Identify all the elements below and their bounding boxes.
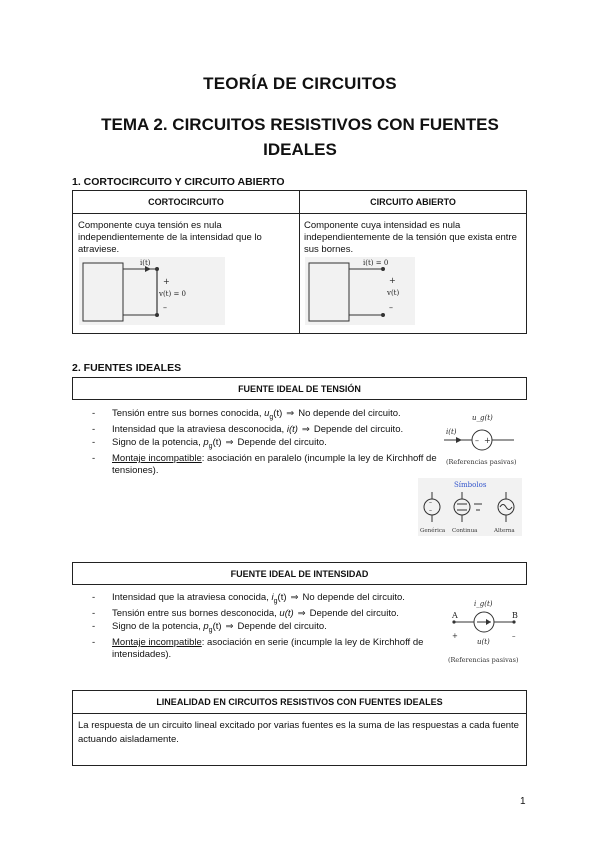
current-source-header: FUENTE IDEAL DE INTENSIDAD [230, 569, 369, 579]
current-bullet-2: - Tensión entre sus bornes desconocida, u(t) ⇒ Depende del circuito. [92, 608, 437, 620]
current-caption: (Referencias pasivas) [448, 656, 519, 664]
open-circuit-text: Componente cuya intensidad es nula independientemente de la tensión que exista entre sus bornes. [304, 220, 517, 255]
open-circuit-diagram [305, 257, 415, 325]
current-bullet-4: - Montaje incompatible: asociación en serie (incumple la ley de Kirchhoff de intensidades). [92, 637, 437, 660]
current-voltage-label: u(t) [477, 638, 490, 646]
linearity-header-rule [73, 713, 526, 714]
page-number: 1 [520, 796, 526, 807]
section2-heading: 2. FUENTES IDEALES [72, 362, 182, 374]
short-voltage-label: v(t) = 0 [159, 290, 186, 298]
voltage-symbols-panel [418, 478, 522, 536]
symbol-generic-label: Genérica [420, 528, 446, 534]
linearity-text: La respuesta de un circuito lineal excitado por varias fuentes es la suma de las respuestas a cada fuente actuando aisladamente. [78, 720, 519, 745]
current-bullet-1: - Intensidad que la atraviesa conocida, $i_g(t)$ ⇒ No depende del circuito. [92, 592, 437, 607]
voltage-source-header-box [72, 377, 527, 400]
svg-text:–: – [475, 436, 479, 445]
short-open-table [72, 190, 527, 334]
voltage-current-label: i(t) [446, 428, 457, 436]
linearity-header: LINEALIDAD EN CIRCUITOS RESISTIVOS CON FUENTES IDEALES [156, 697, 443, 707]
svg-text:+: + [484, 436, 491, 445]
open-plus: + [389, 276, 396, 285]
symbol-ac-label: Alterna [494, 528, 515, 534]
symbol-dc-label: Continua [452, 528, 478, 534]
voltage-caption: (Referencias pasivas) [446, 458, 517, 466]
open-current-label: i(t) = 0 [363, 259, 389, 267]
short-current-label: i(t) [140, 259, 151, 267]
document-title: TEORÍA DE CIRCUITOS [203, 74, 397, 93]
node-a-label: A [452, 611, 458, 620]
current-minus: – [512, 632, 516, 640]
table-header-rule [73, 213, 526, 214]
open-circuit-header: CIRCUITO ABIERTO [370, 197, 456, 207]
section1-heading: 1. CORTOCIRCUITO Y CIRCUITO ABIERTO [72, 176, 285, 188]
current-bullet-3: - Signo de la potencia, $p_g(t)$ ⇒ Depende del circuito. [92, 621, 437, 636]
voltage-bullet-3: - Signo de la potencia, $p_g(t)$ ⇒ Depende del circuito. [92, 437, 437, 452]
short-circuit-header: CORTOCIRCUITO [148, 197, 224, 207]
linearity-box [72, 690, 527, 766]
current-top-label: i_g(t) [474, 600, 493, 608]
node-b-label: B [512, 611, 518, 620]
svg-text:–: – [429, 507, 432, 514]
short-circuit-diagram [79, 257, 225, 325]
symbols-title: Símbolos [454, 481, 487, 489]
current-plus: + [452, 632, 458, 640]
short-minus: – [163, 303, 167, 312]
document-subtitle: TEMA 2. CIRCUITOS RESISTIVOS CON FUENTES IDEALES [101, 115, 499, 159]
open-voltage-label: v(t) [387, 289, 400, 297]
voltage-bullet-2: - Intensidad que la atraviesa desconocida, i(t) ⇒ Depende del circuito. [92, 424, 437, 436]
open-minus: – [389, 303, 393, 312]
current-source-diagram [444, 596, 526, 666]
voltage-top-label: u_g(t) [472, 414, 493, 422]
current-source-header-box [72, 562, 527, 585]
voltage-bullet-1: - Tensión entre sus bornes conocida, $u_g(t)$ ⇒ No depende del circuito. [92, 408, 437, 423]
voltage-source-bullets [92, 408, 437, 477]
voltage-source-header: FUENTE IDEAL DE TENSIÓN [238, 384, 361, 394]
voltage-bullet-4: - Montaje incompatible: asociación en paralelo (incumple la ley de Kirchhoff de tensiones). [92, 453, 437, 476]
current-source-bullets [92, 592, 437, 661]
short-circuit-text: Componente cuya tensión es nula independientemente de la intensidad que lo atraviese. [78, 220, 262, 255]
svg-text:–: – [429, 499, 432, 506]
voltage-source-diagram [442, 410, 528, 470]
short-plus: + [163, 277, 170, 286]
